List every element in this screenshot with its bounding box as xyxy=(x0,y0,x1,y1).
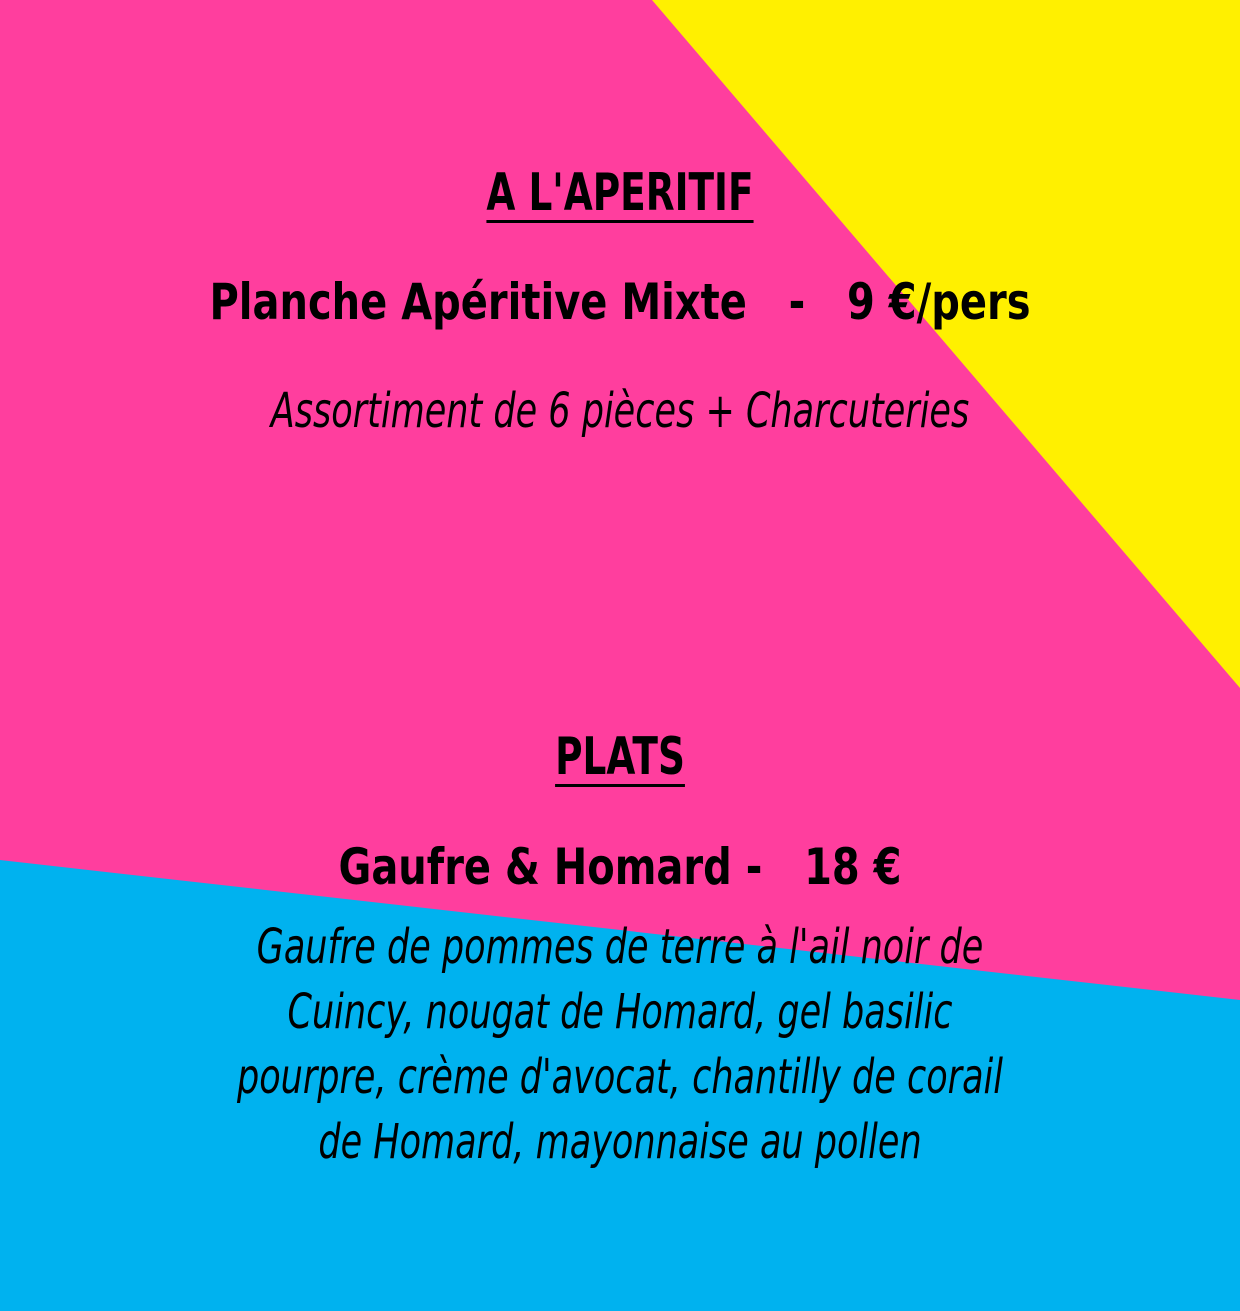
aperitif-item-title: Planche Apéritive Mixte - 9 €/pers xyxy=(209,273,1031,331)
plats-description-line: pourpre, crème d'avocat, chantilly de corail xyxy=(236,1049,1004,1105)
plats-heading xyxy=(174,727,1067,787)
plats-description-line: Cuincy, nougat de Homard, gel basilic xyxy=(287,984,953,1040)
aperitif-heading xyxy=(174,163,1067,223)
aperitif-item-description: Assortiment de 6 pièces + Charcuteries xyxy=(270,383,970,439)
plats-heading-text: PLATS xyxy=(555,727,685,787)
plats-item-title: Gaufre & Homard - 18 € xyxy=(338,838,902,896)
plats-description-line: Gaufre de pommes de terre à l'ail noir de xyxy=(256,919,984,975)
plats-description-line: de Homard, mayonnaise au pollen xyxy=(318,1114,922,1170)
aperitif-heading-text: A L'APERITIF xyxy=(486,163,754,223)
plats-item-description xyxy=(167,915,1072,1175)
